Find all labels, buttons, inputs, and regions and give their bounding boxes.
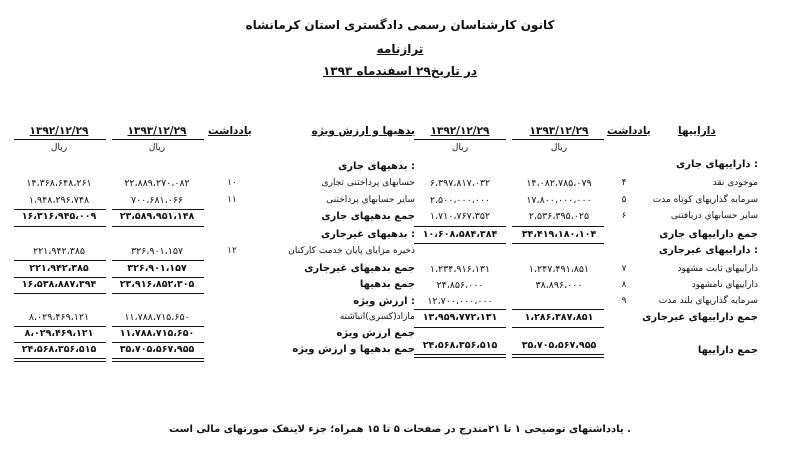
asset-row-1392: ۲،۵۰۰،۰۰۰،۰۰۰ xyxy=(429,195,491,206)
liabilities-equity-grand-total-label: جمع بدهیها و ارزش ویژه xyxy=(292,344,415,355)
equity-section: ارزش ویژه : xyxy=(353,296,415,307)
liability-row-note: ۱۰ xyxy=(227,178,237,188)
asset-row-note: ۹ xyxy=(621,296,627,306)
liability-row-note: ۱۲ xyxy=(227,246,237,256)
asset-row-label: سایر حسابهای دریافتنی xyxy=(670,211,758,221)
liabilities-total-1392: ۱۶،۵۳۸،۸۸۷،۳۹۴ xyxy=(21,279,97,290)
assets-current-total-1393: ۳۴،۴۱۹،۱۸۰،۱۰۴ xyxy=(521,229,597,240)
assets-1393-unit: ریال xyxy=(550,143,568,153)
liabilities-total-1393: ۲۳،۹۱۶،۸۵۲،۳۰۵ xyxy=(119,279,195,290)
asset-row-1392: ۱،۲۳۴،۹۱۶،۱۳۱ xyxy=(429,264,491,275)
equity-total-1392: ۸،۰۲۹،۴۶۹،۱۲۱ xyxy=(24,328,94,339)
equity-total-1393: ۱۱،۷۸۸،۷۱۵،۶۵۰ xyxy=(119,328,195,339)
liabilities-1392-column-header: ۱۳۹۲/۱۲/۲۹ xyxy=(29,125,89,137)
liabilities-current-total-label: جمع بدهیهای جاری xyxy=(321,211,415,222)
liability-row-1392: ۸،۰۲۹،۴۶۹،۱۲۱ xyxy=(28,312,90,323)
assets-1393-column-header: ۱۳۹۳/۱۲/۲۹ xyxy=(529,125,589,137)
asset-row-1392: ۲۴،۸۵۶،۰۰۰ xyxy=(436,280,484,291)
liabilities-1393-column-header: ۱۳۹۳/۱۲/۲۹ xyxy=(127,125,187,137)
liability-row-1393: ۲۲،۸۸۹،۲۷۰،۰۸۲ xyxy=(124,178,190,189)
liabilities-current-total-1393: ۲۳،۵۸۹،۹۵۱،۱۴۸ xyxy=(119,211,195,222)
footer-note: یادداشتهای توضیحی ۱ تا ۲۱مندرج در صفحات ۵ تا ۱۵ همراه؛ جزء لاینفک صورتهای مالی است . xyxy=(169,424,631,435)
assets-1392-column-header: ۱۳۹۲/۱۲/۲۹ xyxy=(430,125,490,137)
asset-row-1392: ۱۲،۷۰۰،۰۰۰،۰۰۰ xyxy=(427,296,493,307)
assets-section-current: داراییهای جاری : xyxy=(676,159,758,170)
liabilities-equity-grand-total-1392: ۲۴،۵۶۸،۳۵۶،۵۱۵ xyxy=(21,344,97,355)
asset-row-note: ۷ xyxy=(621,264,627,274)
assets-grand-total-1392: ۲۴،۵۶۸،۳۵۶،۵۱۵ xyxy=(422,340,498,351)
liability-row-1393: ۷۰۰،۶۸۱،۰۶۶ xyxy=(130,195,184,206)
assets-current-total-1392: ۱۰،۶۰۸،۵۸۴،۳۸۴ xyxy=(422,229,498,240)
liabilities-1392-unit: ریال xyxy=(50,143,68,153)
asset-row-1392: ۶،۳۹۷،۸۱۷،۰۳۲ xyxy=(429,178,491,189)
asset-row-label: داراییهای ثابت مشهود xyxy=(677,264,758,274)
asset-row-label: سرمایه گذاریهای بلند مدت xyxy=(658,296,758,306)
liabilities-column-header: بدهیها و ارزش ویژه xyxy=(311,125,415,137)
liability-row-label: سایر حسابهای پرداختنی xyxy=(326,195,415,205)
asset-row-note: ۸ xyxy=(621,280,627,290)
liability-row-1393: ۳۲۶،۹۰۱،۱۵۷ xyxy=(130,246,184,257)
liabilities-noncurrent-total-1392: ۲۲۱،۹۴۲،۳۸۵ xyxy=(29,263,89,274)
asset-row-note: ۵ xyxy=(621,195,627,205)
asset-row-1393: ۳۸،۸۹۶،۰۰۰ xyxy=(535,280,583,291)
liability-row-1393: ۱۱،۷۸۸،۷۱۵،۶۵۰ xyxy=(124,312,190,323)
organization-title: کانون کارشناسان رسمی دادگستری استان کرمانشاه xyxy=(245,18,555,32)
liabilities-total-label: جمع بدهیها xyxy=(359,279,415,290)
liability-row-note: ۱۱ xyxy=(227,195,237,205)
asset-row-note: ۶ xyxy=(621,211,627,221)
assets-grand-total-label: جمع داراییها xyxy=(697,345,758,356)
assets-current-total-label: جمع داراییهای جاری xyxy=(659,229,758,240)
liabilities-section-current: بدهیهای جاری : xyxy=(338,161,415,172)
assets-noncurrent-total-label: جمع داراییهای غیرجاری xyxy=(642,312,758,323)
assets-grand-total-1393: ۳۵،۷۰۵،۵۶۷،۹۵۵ xyxy=(521,340,597,351)
document-date: در تاریخ۲۹ اسفندماه ۱۳۹۳ xyxy=(322,64,478,78)
liability-row-1392: ۱۴،۳۶۸،۶۴۸،۲۶۱ xyxy=(26,178,92,189)
document-title: ترازنامه xyxy=(376,42,424,56)
liabilities-noncurrent-total-label: جمع بدهیهای غیرجاری xyxy=(304,263,415,274)
asset-row-1393: ۱،۲۴۷،۴۹۱،۸۵۱ xyxy=(528,264,590,275)
liability-row-label: ذخیره مزایای پایان خدمت کارکنان xyxy=(288,246,415,256)
asset-row-note: ۴ xyxy=(621,178,627,188)
liabilities-equity-grand-total-1393: ۳۵،۷۰۵،۵۶۷،۹۵۵ xyxy=(119,344,195,355)
liability-row-1392: ۱،۹۴۸،۲۹۶،۷۴۸ xyxy=(28,195,90,206)
assets-noncurrent-total-1392: ۱۳،۹۵۹،۷۷۲،۱۳۱ xyxy=(422,312,498,323)
liability-row-1392: ۲۲۱،۹۴۲،۳۸۵ xyxy=(32,246,86,257)
liabilities-current-total-1392: ۱۶،۳۱۶،۹۴۵،۰۰۹ xyxy=(21,211,97,222)
liabilities-section-noncurrent: بدهیهای غیرجاری : xyxy=(320,229,415,240)
assets-note-column-header: یادداشت xyxy=(607,125,651,137)
equity-total-label: جمع ارزش ویژه xyxy=(336,328,415,339)
assets-noncurrent-total-1393: ۱،۲۸۶،۳۸۷،۸۵۱ xyxy=(524,312,594,323)
liability-row-label: مازاد(کسری)انباشته xyxy=(339,312,415,322)
liabilities-1393-unit: ریال xyxy=(148,143,166,153)
asset-row-label: موجودی نقد xyxy=(712,178,758,188)
asset-row-1393: ۲،۵۳۶،۳۹۵،۰۲۵ xyxy=(528,211,590,222)
asset-row-label: داراییهای نامشهود xyxy=(691,280,758,290)
liabilities-note-column-header: یادداشت xyxy=(208,125,252,137)
asset-row-1393: ۱۴،۰۸۲،۷۸۵،۰۷۹ xyxy=(526,178,592,189)
liabilities-noncurrent-total-1393: ۳۲۶،۹۰۱،۱۵۷ xyxy=(127,263,187,274)
assets-column-header: داراییها xyxy=(678,125,716,137)
assets-section-noncurrent: داراییهای غیرجاری : xyxy=(658,245,758,256)
asset-row-label: سرمایه گذاریهای کوتاه مدت xyxy=(652,195,758,205)
assets-1392-unit: ریال xyxy=(451,143,469,153)
asset-row-1393: ۱۷،۸۰۰،۰۰۰،۰۰۰ xyxy=(526,195,592,206)
liability-row-label: حسابهای پرداختنی تجاری xyxy=(321,178,415,188)
asset-row-1392: ۱،۷۱۰،۷۶۷،۳۵۲ xyxy=(429,211,491,222)
